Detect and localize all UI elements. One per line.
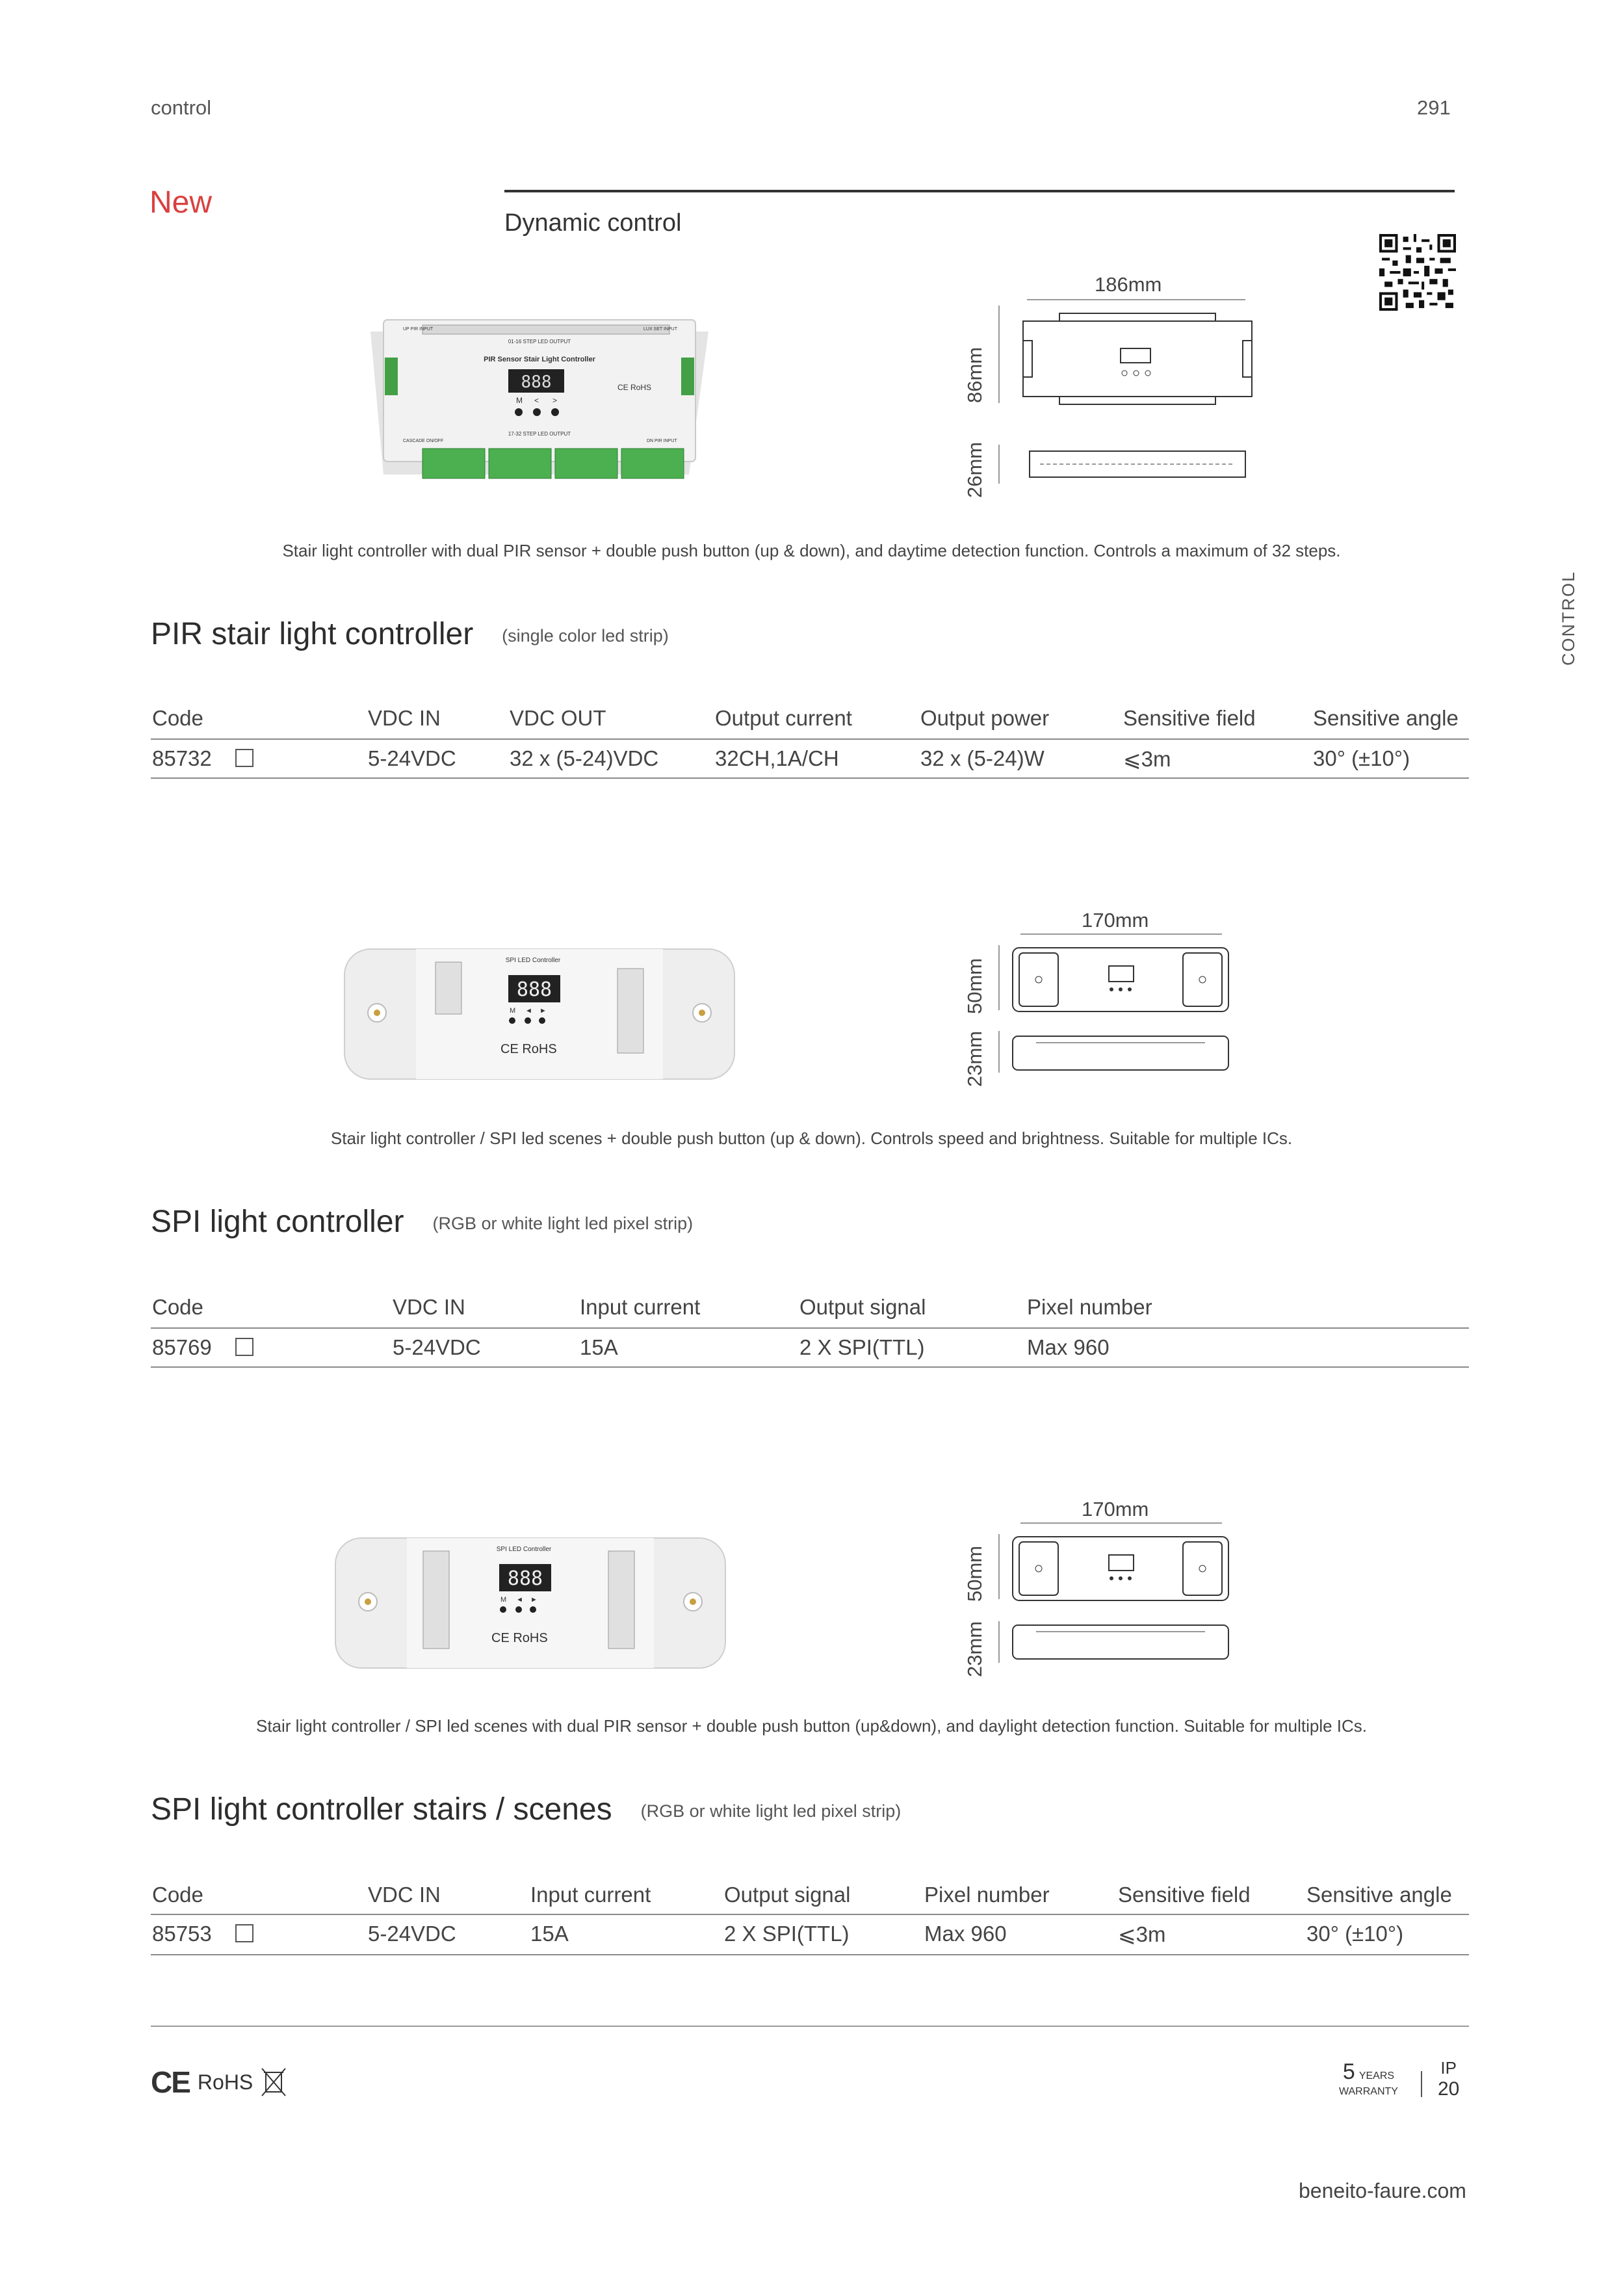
pir-right-bottom-label: DN PIR INPUT xyxy=(647,439,677,443)
table-rule xyxy=(151,1914,1469,1915)
col-vdc-in: VDC IN xyxy=(368,706,441,730)
rohs-mark: RoHS xyxy=(197,2070,253,2094)
footer-divider xyxy=(1421,2071,1422,2097)
spi-stairs-display-digits: 888 xyxy=(507,1567,543,1590)
spi-stairs-product-title xyxy=(151,1792,901,1827)
pir-height-line xyxy=(998,445,1000,484)
product-image-spi-stairs-controller xyxy=(329,1525,732,1675)
pir-subtitle: (single color led strip) xyxy=(502,625,669,646)
pir-button-right: > xyxy=(552,396,558,405)
table-rule xyxy=(151,1327,1469,1329)
pir-drawing-top xyxy=(1020,308,1254,406)
col-input-current: Input current xyxy=(530,1883,651,1907)
weee-bin-icon xyxy=(261,2066,287,2098)
ce-mark-icon: CE xyxy=(151,2065,190,2099)
cell-vdc-in: 5-24VDC xyxy=(368,746,456,770)
cell-input-current: 15A xyxy=(530,1922,569,1946)
spi-stairs-height-line xyxy=(998,1621,1000,1663)
spi-stairs-button-left: ◄ xyxy=(516,1596,523,1604)
pir-caption: Stair light controller with dual PIR sensor + double push button (up & down), and daytime detection function. Controls a maximum of 32 steps. xyxy=(282,541,1341,560)
cell-vdc-in: 5-24VDC xyxy=(393,1335,481,1359)
pir-length-line xyxy=(1027,299,1245,300)
cell-output-signal: 2 X SPI(TTL) xyxy=(724,1922,850,1946)
col-output-current: Output current xyxy=(715,706,852,730)
section-rule xyxy=(504,190,1455,192)
spi-stairs-cert-mark: CE RoHS xyxy=(491,1631,548,1645)
spi-drawing-top xyxy=(1010,944,1231,1015)
pir-dimension-length: 186mm xyxy=(1095,273,1162,296)
pir-dimension-height: 26mm xyxy=(963,441,986,498)
col-vdc-out: VDC OUT xyxy=(510,706,606,730)
spi-product-title xyxy=(151,1204,693,1240)
spi-width-line xyxy=(998,945,1000,1010)
select-checkbox-85769[interactable] xyxy=(235,1338,253,1356)
footer-cert-marks xyxy=(151,2065,287,2100)
ip-value: 20 xyxy=(1438,2078,1460,2100)
table-rule xyxy=(151,1366,1469,1368)
spi-button-m: M xyxy=(510,1007,516,1015)
spi-stairs-device-name: SPI LED Controller xyxy=(496,1546,552,1553)
pir-width-line xyxy=(998,306,1000,403)
side-tab-control: CONTROL xyxy=(1559,570,1578,666)
spi-stairs-dimension-height: 23mm xyxy=(963,1621,986,1677)
cell-sensitive-field: ⩽3m xyxy=(1123,747,1171,771)
qr-code[interactable] xyxy=(1379,234,1456,311)
pir-device-name: PIR Sensor Stair Light Controller xyxy=(484,356,595,363)
spi-length-line xyxy=(1020,933,1222,935)
spi-height-line xyxy=(998,1031,1000,1073)
website-link[interactable]: beneito-faure.com xyxy=(1299,2179,1466,2202)
page-number: 291 xyxy=(1417,96,1451,119)
col-code: Code xyxy=(152,1883,203,1907)
cell-code: 85753 xyxy=(152,1922,212,1946)
product-image-pir-controller xyxy=(357,312,721,494)
col-input-current: Input current xyxy=(580,1295,701,1319)
spi-stairs-dimension-length: 170mm xyxy=(1082,1498,1149,1520)
pir-dimension-width: 86mm xyxy=(963,346,986,403)
spi-cert-mark: CE RoHS xyxy=(500,1042,557,1056)
ip-label: IP xyxy=(1440,2058,1457,2078)
spi-stairs-dimension-width: 50mm xyxy=(963,1545,986,1602)
spi-stairs-length-line xyxy=(1020,1522,1222,1524)
product-image-spi-controller xyxy=(338,936,741,1086)
spi-button-right: ► xyxy=(539,1007,547,1015)
pir-button-m: M xyxy=(516,396,523,405)
pir-display-digits: 888 xyxy=(521,372,552,392)
pir-left-top-label: UP PIR INPUT xyxy=(403,327,434,332)
col-sensitive-angle: Sensitive angle xyxy=(1306,1883,1452,1907)
spi-dimension-width: 50mm xyxy=(963,958,986,1014)
col-sensitive-field: Sensitive field xyxy=(1118,1883,1251,1907)
spi-stairs-button-m: M xyxy=(500,1596,507,1604)
cell-output-power: 32 x (5-24)W xyxy=(920,746,1045,770)
cell-sensitive-field: ⩽3m xyxy=(1118,1922,1166,1946)
cell-input-current: 15A xyxy=(580,1335,618,1359)
spi-stairs-caption: Stair light controller / SPI led scenes with dual PIR sensor + double push button (up&down), and daylight detection function. Suitable for multiple ICs. xyxy=(255,1716,1368,1736)
warranty-label: WARRANTY xyxy=(1339,2086,1398,2097)
col-pixel-number: Pixel number xyxy=(1027,1295,1152,1319)
select-checkbox-85732[interactable] xyxy=(235,749,253,767)
table-rule xyxy=(151,738,1469,740)
spi-subtitle: (RGB or white light led pixel strip) xyxy=(432,1213,694,1233)
section-title: Dynamic control xyxy=(504,209,682,237)
cell-output-current: 32CH,1A/CH xyxy=(715,746,839,770)
col-sensitive-angle: Sensitive angle xyxy=(1313,706,1459,730)
cell-sensitive-angle: 30° (±10°) xyxy=(1313,746,1410,770)
footer-rule xyxy=(151,2026,1469,2027)
pir-bottom-label: 17-32 STEP LED OUTPUT xyxy=(508,431,571,437)
warranty-years-label: YEARS xyxy=(1358,2070,1395,2081)
spi-stairs-drawing-top xyxy=(1010,1533,1231,1604)
cell-code: 85769 xyxy=(152,1335,212,1359)
cell-vdc-in: 5-24VDC xyxy=(368,1922,456,1946)
pir-drawing-side xyxy=(1027,446,1248,482)
spi-dimension-height: 23mm xyxy=(963,1030,986,1087)
spi-stairs-title-text: SPI light controller stairs / scenes xyxy=(151,1792,612,1827)
col-code: Code xyxy=(152,1295,203,1319)
spi-device-name: SPI LED Controller xyxy=(505,957,561,964)
col-vdc-in: VDC IN xyxy=(368,1883,441,1907)
ip-rating-badge xyxy=(1438,2058,1459,2100)
col-code: Code xyxy=(152,706,203,730)
col-pixel-number: Pixel number xyxy=(924,1883,1050,1907)
header-section: control xyxy=(151,96,212,119)
spi-button-left: ◄ xyxy=(525,1007,532,1015)
cell-vdc-out: 32 x (5-24)VDC xyxy=(510,746,659,770)
pir-top-label: 01-16 STEP LED OUTPUT xyxy=(508,339,571,345)
spi-title-text: SPI light controller xyxy=(151,1205,404,1239)
spi-stairs-button-right: ► xyxy=(530,1596,538,1604)
warranty-badge xyxy=(1339,2059,1398,2098)
spi-drawing-side xyxy=(1010,1032,1231,1074)
table-rule xyxy=(151,777,1469,779)
spi-dimension-length: 170mm xyxy=(1082,909,1149,932)
cell-pixel-number: Max 960 xyxy=(1027,1335,1110,1359)
table-rule xyxy=(151,1954,1469,1955)
pir-button-left: < xyxy=(534,396,539,405)
pir-cert-mark: CE RoHS xyxy=(617,383,652,392)
cell-code: 85732 xyxy=(152,746,212,770)
pir-left-bottom-label: CASCADE ON/OFF xyxy=(403,439,444,443)
col-output-signal: Output signal xyxy=(799,1295,926,1319)
cell-sensitive-angle: 30° (±10°) xyxy=(1306,1922,1404,1946)
col-sensitive-field: Sensitive field xyxy=(1123,706,1256,730)
cell-output-signal: 2 X SPI(TTL) xyxy=(799,1335,925,1359)
spi-stairs-drawing-side xyxy=(1010,1621,1231,1663)
col-output-power: Output power xyxy=(920,706,1050,730)
spi-stairs-width-line xyxy=(998,1534,1000,1599)
warranty-years-number: 5 xyxy=(1342,2059,1355,2084)
select-checkbox-85753[interactable] xyxy=(235,1924,253,1942)
spi-caption: Stair light controller / SPI led scenes + double push button (up & down). Controls speed and brightness. Suitable for multiple ICs. xyxy=(330,1128,1293,1148)
pir-product-title xyxy=(151,616,669,652)
new-badge: New xyxy=(149,185,213,220)
pir-title-text: PIR stair light controller xyxy=(151,617,474,651)
cell-pixel-number: Max 960 xyxy=(924,1922,1007,1946)
col-output-signal: Output signal xyxy=(724,1883,851,1907)
spi-stairs-subtitle: (RGB or white light led pixel strip) xyxy=(640,1801,902,1821)
col-vdc-in: VDC IN xyxy=(393,1295,465,1319)
pir-right-top-label: LUX SET INPUT xyxy=(643,327,677,332)
spi-display-digits: 888 xyxy=(516,978,552,1001)
